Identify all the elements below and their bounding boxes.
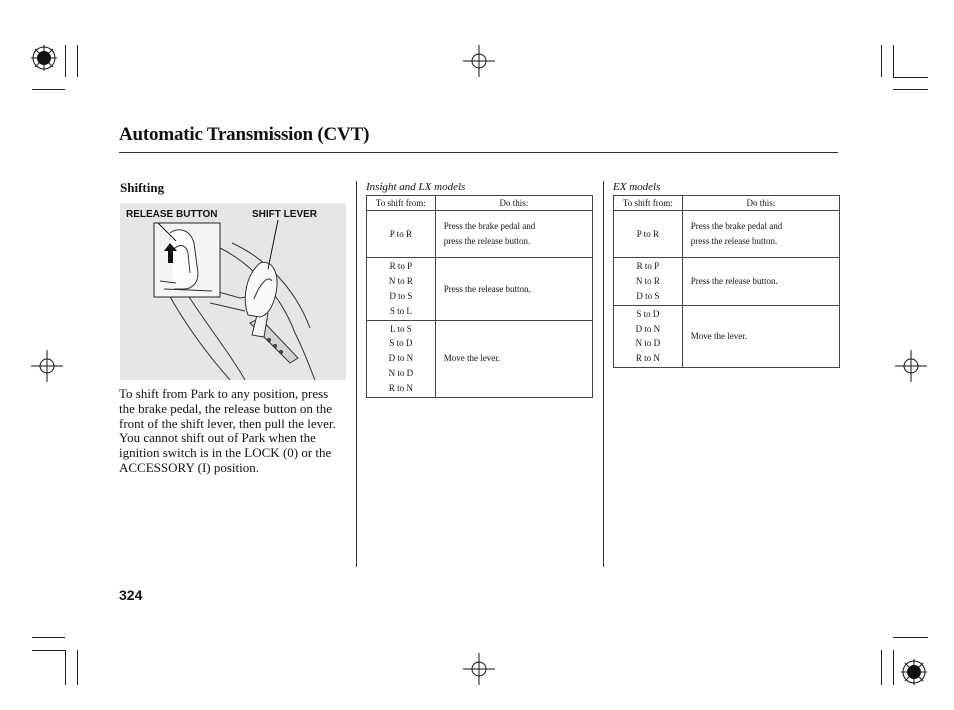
shift-action-line: press the release button. xyxy=(443,236,531,247)
header-from: To shift from: xyxy=(614,196,683,211)
shift-action-line: Press the brake pedal and xyxy=(690,221,783,232)
page-number: 324 xyxy=(119,587,143,603)
shift-from-value: S to D xyxy=(636,308,660,319)
shift-from-cell xyxy=(614,258,683,305)
table-row xyxy=(367,211,593,258)
shift-from-cell xyxy=(614,211,683,258)
shift-from-cell xyxy=(614,305,683,367)
shift-lever-illustration xyxy=(120,203,346,380)
column-divider xyxy=(356,181,357,567)
shift-action-cell xyxy=(435,211,592,258)
shift-action-line: Press the brake pedal and xyxy=(443,221,536,232)
shift-from-value: R to P xyxy=(389,261,413,272)
header-action: Do this: xyxy=(682,196,839,211)
shift-from-value: R to N xyxy=(635,353,660,364)
shift-from-value: P to R xyxy=(636,228,659,239)
shift-from-value: N to R xyxy=(388,276,413,287)
shift-action-line: Move the lever. xyxy=(443,353,500,364)
crosshair-icon xyxy=(894,349,928,383)
shift-from-cell xyxy=(367,211,436,258)
shift-from-value: L to S xyxy=(390,323,412,334)
crosshair-icon xyxy=(462,652,496,686)
shift-from-value: N to R xyxy=(635,276,660,287)
shift-from-value: P to R xyxy=(389,228,412,239)
release-button-label: RELEASE BUTTON xyxy=(126,209,218,220)
table-row xyxy=(367,258,593,320)
shift-action-cell xyxy=(435,320,592,397)
column-divider xyxy=(603,181,604,567)
table-row xyxy=(614,305,840,367)
body-paragraph: To shift from Park to any position, press the brake pedal, the release button on the front of the shift lever, then pull the lever. You cannot shift out of Park when the ignition switch is in the LOCK (0) or the ACCESSORY (I) position. xyxy=(119,386,336,475)
shift-from-value: N to D xyxy=(635,338,661,349)
header-action: Do this: xyxy=(435,196,592,211)
crosshair-icon xyxy=(30,349,64,383)
crosshair-icon xyxy=(462,44,496,78)
table-row xyxy=(614,211,840,258)
title-rule xyxy=(119,152,838,153)
table-header-row xyxy=(367,196,593,211)
shift-lever-figure xyxy=(120,203,346,380)
shift-from-value: R to N xyxy=(388,382,413,393)
shift-action-line: press the release button. xyxy=(690,236,778,247)
shift-from-cell xyxy=(367,320,436,397)
shift-action-line: Press the release button. xyxy=(690,276,778,287)
shift-from-cell xyxy=(367,258,436,320)
shift-lever-label: SHIFT LEVER xyxy=(252,209,318,220)
shift-from-value: S to L xyxy=(389,305,412,316)
shift-action-line: Move the lever. xyxy=(690,330,747,341)
shift-action-cell xyxy=(682,258,839,305)
table-caption-insight-lx: Insight and LX models xyxy=(366,181,466,193)
shift-from-value: D to S xyxy=(389,290,413,301)
shift-from-value: D to N xyxy=(388,353,414,364)
shift-action-cell xyxy=(435,258,592,320)
subsection-heading: Shifting xyxy=(120,180,165,195)
shift-action-cell xyxy=(682,305,839,367)
table-header-row xyxy=(614,196,840,211)
shift-table-insight-lx xyxy=(366,195,593,398)
table-row xyxy=(614,258,840,305)
shift-from-value: N to D xyxy=(388,367,414,378)
shift-from-value: R to P xyxy=(636,261,660,272)
header-from: To shift from: xyxy=(367,196,436,211)
shift-action-cell xyxy=(682,211,839,258)
section-title: Automatic Transmission (CVT) xyxy=(119,124,370,145)
shift-from-value: D to S xyxy=(636,290,660,301)
table-caption-ex: EX models xyxy=(613,181,661,193)
registration-mark-icon xyxy=(900,658,928,686)
registration-mark-icon xyxy=(30,44,58,72)
shift-from-value: S to D xyxy=(389,338,413,349)
shift-action-line: Press the release button. xyxy=(443,283,531,294)
table-row xyxy=(367,320,593,397)
shift-table-ex xyxy=(613,195,840,368)
shift-from-value: D to N xyxy=(635,323,661,334)
